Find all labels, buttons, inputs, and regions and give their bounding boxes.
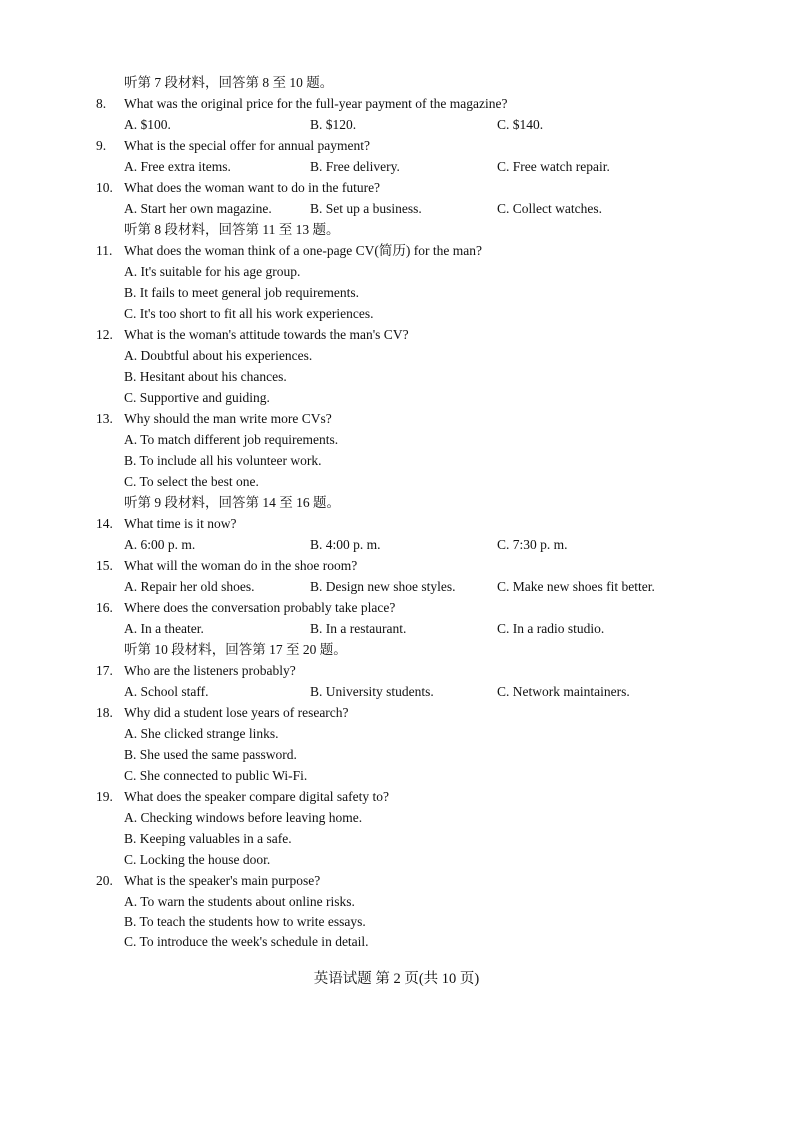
question-stem: What is the speaker's main purpose? bbox=[124, 873, 321, 888]
question-15 bbox=[0, 555, 793, 576]
question-number: 13. bbox=[96, 411, 113, 426]
option-a: A. In a theater. bbox=[124, 621, 204, 636]
question-number: 8. bbox=[96, 96, 107, 111]
question-stem: What will the woman do in the shoe room? bbox=[124, 558, 358, 573]
question-11-option-b bbox=[0, 282, 793, 303]
option-a: A. To warn the students about online risks. bbox=[124, 894, 355, 909]
option-c: C. To introduce the week's schedule in detail. bbox=[124, 934, 369, 949]
option-b: B. To teach the students how to write essays. bbox=[124, 914, 366, 929]
option-c: C. Supportive and guiding. bbox=[124, 390, 270, 405]
option-b: B. Design new shoe styles. bbox=[310, 579, 456, 594]
option-c: C. Free watch repair. bbox=[497, 159, 610, 174]
question-number: 14. bbox=[96, 516, 113, 531]
option-a: A. $100. bbox=[124, 117, 171, 132]
section-9-instruction: 听第 9 段材料，回答第 14 至 16 题。 bbox=[124, 495, 340, 510]
question-8 bbox=[0, 93, 793, 114]
option-a: A. It's suitable for his age group. bbox=[124, 264, 301, 279]
question-10-options bbox=[0, 198, 793, 219]
section-heading bbox=[0, 72, 793, 93]
question-stem: Why should the man write more CVs? bbox=[124, 411, 332, 426]
question-18-option-c bbox=[0, 765, 793, 786]
option-c: C. Make new shoes fit better. bbox=[497, 579, 655, 594]
question-number: 17. bbox=[96, 663, 113, 678]
question-number: 11. bbox=[96, 243, 113, 258]
question-18-option-b bbox=[0, 744, 793, 765]
section-heading bbox=[0, 492, 793, 513]
option-a: A. She clicked strange links. bbox=[124, 726, 279, 741]
option-a: A. To match different job requirements. bbox=[124, 432, 339, 447]
option-b: B. Free delivery. bbox=[310, 159, 400, 174]
section-7-instruction: 听第 7 段材料，回答第 8 至 10 题。 bbox=[124, 75, 334, 90]
question-18 bbox=[0, 702, 793, 723]
option-b: B. Hesitant about his chances. bbox=[124, 369, 287, 384]
question-19-option-b bbox=[0, 828, 793, 849]
option-c: C. $140. bbox=[497, 117, 544, 132]
page-footer: 英语试题 第 2 页(共 10 页) bbox=[313, 971, 480, 987]
question-stem: What does the woman want to do in the future? bbox=[124, 180, 381, 195]
option-b: B. She used the same password. bbox=[124, 747, 297, 762]
option-b: B. To include all his volunteer work. bbox=[124, 453, 322, 468]
question-19-option-a bbox=[0, 807, 793, 828]
option-c: C. She connected to public Wi-Fi. bbox=[124, 768, 308, 783]
question-11-option-c bbox=[0, 303, 793, 324]
option-a: A. Free extra items. bbox=[124, 159, 231, 174]
option-c: C. To select the best one. bbox=[124, 474, 259, 489]
option-b: B. 4:00 p. m. bbox=[310, 537, 381, 552]
question-18-option-a bbox=[0, 723, 793, 744]
question-12-option-b bbox=[0, 366, 793, 387]
question-number: 20. bbox=[96, 873, 113, 888]
question-stem: What was the original price for the full-year payment of the magazine? bbox=[124, 96, 508, 111]
option-c: C. Collect watches. bbox=[497, 201, 602, 216]
question-14 bbox=[0, 513, 793, 534]
option-c: C. Network maintainers. bbox=[497, 684, 630, 699]
question-12-option-a bbox=[0, 345, 793, 366]
question-number: 10. bbox=[96, 180, 113, 195]
question-10 bbox=[0, 177, 793, 198]
section-8-instruction: 听第 8 段材料，回答第 11 至 13 题。 bbox=[124, 222, 340, 237]
question-12 bbox=[0, 324, 793, 345]
option-a: A. Repair her old shoes. bbox=[124, 579, 255, 594]
question-stem: Who are the listeners probably? bbox=[124, 663, 296, 678]
question-number: 16. bbox=[96, 600, 113, 615]
option-a: A. School staff. bbox=[124, 684, 209, 699]
question-number: 19. bbox=[96, 789, 113, 804]
option-b: B. It fails to meet general job requirements. bbox=[124, 285, 360, 300]
question-stem: What is the special offer for annual payment? bbox=[124, 138, 371, 153]
question-20 bbox=[0, 870, 793, 891]
question-15-options bbox=[0, 576, 793, 597]
question-stem: What is the woman's attitude towards the man's CV? bbox=[124, 327, 409, 342]
option-a: A. 6:00 p. m. bbox=[124, 537, 196, 552]
question-number: 18. bbox=[96, 705, 113, 720]
question-12-option-c bbox=[0, 387, 793, 408]
question-17-options bbox=[0, 681, 793, 702]
option-a: A. Doubtful about his experiences. bbox=[124, 348, 313, 363]
question-number: 9. bbox=[96, 138, 107, 153]
question-14-options bbox=[0, 534, 793, 555]
question-20-option-c bbox=[0, 931, 793, 952]
option-c: C. In a radio studio. bbox=[497, 621, 605, 636]
question-9-options bbox=[0, 156, 793, 177]
option-a: A. Checking windows before leaving home. bbox=[124, 810, 363, 825]
question-17 bbox=[0, 660, 793, 681]
section-heading bbox=[0, 219, 793, 240]
option-b: B. Set up a business. bbox=[310, 201, 422, 216]
question-11 bbox=[0, 240, 793, 261]
question-stem: What time is it now? bbox=[124, 516, 237, 531]
question-16-options bbox=[0, 618, 793, 639]
question-number: 15. bbox=[96, 558, 113, 573]
section-10-instruction: 听第 10 段材料，回答第 17 至 20 题。 bbox=[124, 642, 347, 657]
question-8-options bbox=[0, 114, 793, 135]
question-11-option-a bbox=[0, 261, 793, 282]
option-c: C. It's too short to fit all his work experiences. bbox=[124, 306, 374, 321]
question-9 bbox=[0, 135, 793, 156]
option-b: B. $120. bbox=[310, 117, 357, 132]
question-13-option-a bbox=[0, 429, 793, 450]
option-c: C. Locking the house door. bbox=[124, 852, 271, 867]
question-20-option-a bbox=[0, 891, 793, 912]
question-13-option-c bbox=[0, 471, 793, 492]
question-stem: What does the woman think of a one-page CV(简历) for the man? bbox=[124, 243, 483, 258]
option-c: C. 7:30 p. m. bbox=[497, 537, 568, 552]
option-b: B. Keeping valuables in a safe. bbox=[124, 831, 292, 846]
option-a: A. Start her own magazine. bbox=[124, 201, 272, 216]
question-20-option-b bbox=[0, 911, 793, 932]
question-19 bbox=[0, 786, 793, 807]
question-16 bbox=[0, 597, 793, 618]
question-19-option-c bbox=[0, 849, 793, 870]
section-heading bbox=[0, 639, 793, 660]
question-13 bbox=[0, 408, 793, 429]
question-13-option-b bbox=[0, 450, 793, 471]
question-number: 12. bbox=[96, 327, 113, 342]
option-b: B. In a restaurant. bbox=[310, 621, 407, 636]
question-stem: Why did a student lose years of research? bbox=[124, 705, 349, 720]
question-stem: What does the speaker compare digital safety to? bbox=[124, 789, 390, 804]
question-stem: Where does the conversation probably take place? bbox=[124, 600, 396, 615]
option-b: B. University students. bbox=[310, 684, 434, 699]
